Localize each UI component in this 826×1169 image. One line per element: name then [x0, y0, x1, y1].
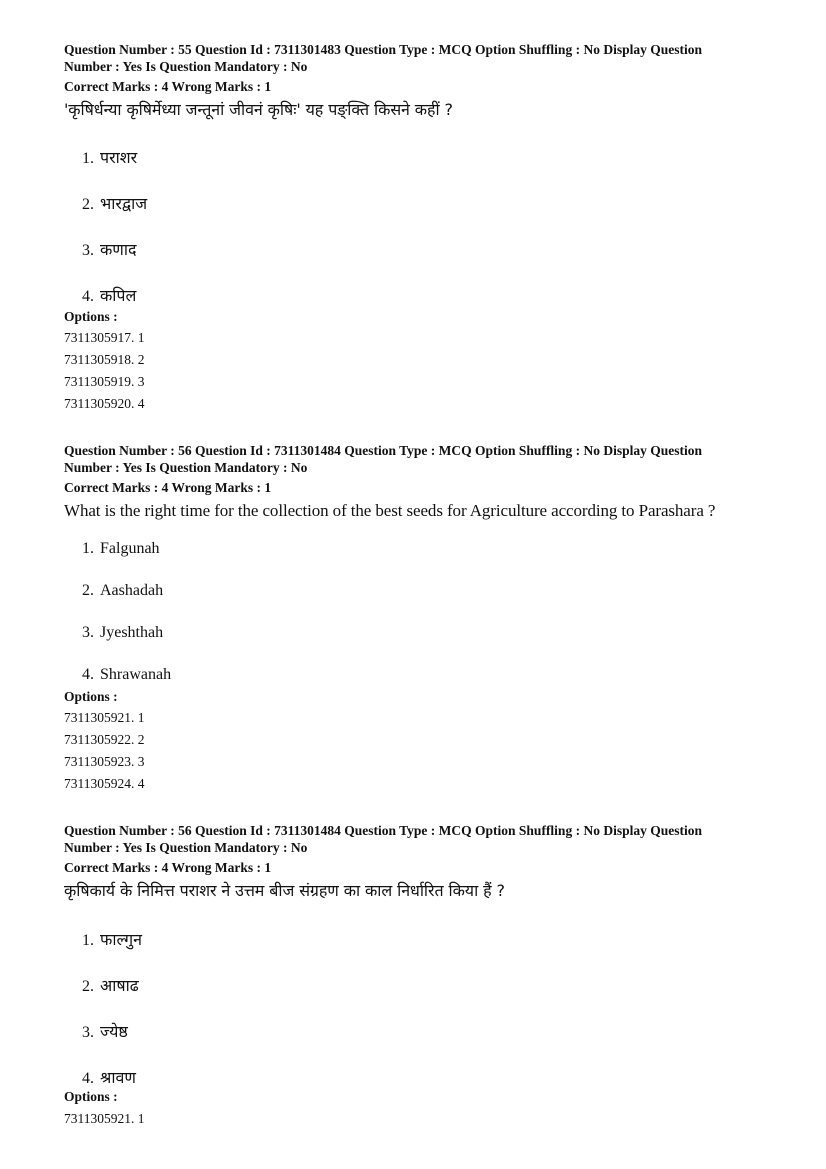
question-text: What is the right time for the collection of the best seeds for Agriculture according to Parashara ? — [64, 500, 716, 520]
choice-label: कणाद — [100, 240, 137, 259]
question-block — [64, 42, 794, 411]
question-marks: Correct Marks : 4 Wrong Marks : 1 — [64, 860, 272, 875]
choice-label: Aashadah — [100, 582, 164, 599]
choice-label: Falgunah — [100, 540, 160, 557]
question-meta — [64, 823, 794, 856]
choice-label: Jyeshthah — [100, 624, 164, 641]
choice-number: 4. — [82, 666, 94, 683]
options-label: Options : — [64, 689, 118, 704]
choice-number: 1. — [82, 932, 94, 949]
choice-number: 2. — [82, 582, 94, 599]
choice-label: आषाढ — [100, 976, 139, 995]
choice-label: ज्येष्ठ — [100, 1022, 128, 1041]
question-marks: Correct Marks : 4 Wrong Marks : 1 — [64, 79, 272, 94]
choice-label: कपिल — [100, 286, 137, 305]
meta-line: Number : Yes Is Question Mandatory : No — [64, 58, 308, 74]
option-id: 7311305919. 3 — [64, 374, 145, 389]
question-meta — [64, 443, 794, 476]
choice-label: Shrawanah — [100, 666, 172, 683]
question-text: 'कृषिर्धन्या कृषिर्मेध्या जन्तूनां जीवनं कृषिः' यह पङ्क्ति किसने कहीं ? — [64, 99, 453, 119]
meta-line: Question Number : 56 Question Id : 7311301484 Question Type : MCQ Option Shuffling : No Display Question — [64, 823, 702, 838]
option-id: 7311305922. 2 — [64, 732, 145, 747]
choice-label: फाल्गुन — [100, 930, 143, 949]
choice-item — [82, 974, 139, 996]
choice-number: 3. — [82, 242, 94, 259]
question-text: कृषिकार्य के निमित्त पराशर ने उत्तम बीज संग्रहण का काल निर्धारित किया हैं ? — [64, 880, 505, 900]
choice-item — [82, 284, 136, 306]
choice-item — [82, 928, 142, 950]
choice-item — [82, 1020, 128, 1042]
question-meta — [64, 42, 794, 75]
question-block — [64, 443, 794, 791]
option-id: 7311305921. 1 — [64, 710, 145, 725]
choice-number: 4. — [82, 288, 94, 305]
options-label: Options : — [64, 1089, 118, 1104]
meta-line: Number : Yes Is Question Mandatory : No — [64, 839, 308, 855]
option-id: 7311305918. 2 — [64, 352, 145, 367]
choice-item — [82, 1066, 136, 1088]
choice-number: 3. — [82, 1024, 94, 1041]
choice-number: 1. — [82, 150, 94, 167]
question-marks: Correct Marks : 4 Wrong Marks : 1 — [64, 480, 272, 495]
choice-label: पराशर — [100, 148, 138, 167]
choice-number: 2. — [82, 196, 94, 213]
choice-item — [82, 582, 163, 600]
choice-item — [82, 192, 147, 214]
options-label: Options : — [64, 309, 118, 324]
choice-label: श्रावण — [100, 1068, 136, 1087]
option-id: 7311305921. 1 — [64, 1111, 145, 1126]
choice-item — [82, 666, 171, 684]
choice-item — [82, 540, 160, 558]
option-id: 7311305920. 4 — [64, 396, 145, 411]
meta-line: Question Number : 55 Question Id : 7311301483 Question Type : MCQ Option Shuffling : No Display Question — [64, 42, 702, 57]
meta-line: Number : Yes Is Question Mandatory : No — [64, 459, 308, 475]
meta-line: Question Number : 56 Question Id : 7311301484 Question Type : MCQ Option Shuffling : No Display Question — [64, 443, 702, 458]
choice-item — [82, 238, 137, 260]
option-id: 7311305924. 4 — [64, 776, 145, 791]
option-id: 7311305917. 1 — [64, 330, 145, 345]
choice-number: 2. — [82, 978, 94, 995]
choice-number: 1. — [82, 540, 94, 557]
choice-item — [82, 146, 137, 168]
question-block — [64, 823, 794, 1126]
option-id: 7311305923. 3 — [64, 754, 145, 769]
choice-number: 4. — [82, 1070, 94, 1087]
choice-item — [82, 624, 163, 642]
choice-number: 3. — [82, 624, 94, 641]
choice-label: भारद्वाज — [100, 194, 148, 213]
